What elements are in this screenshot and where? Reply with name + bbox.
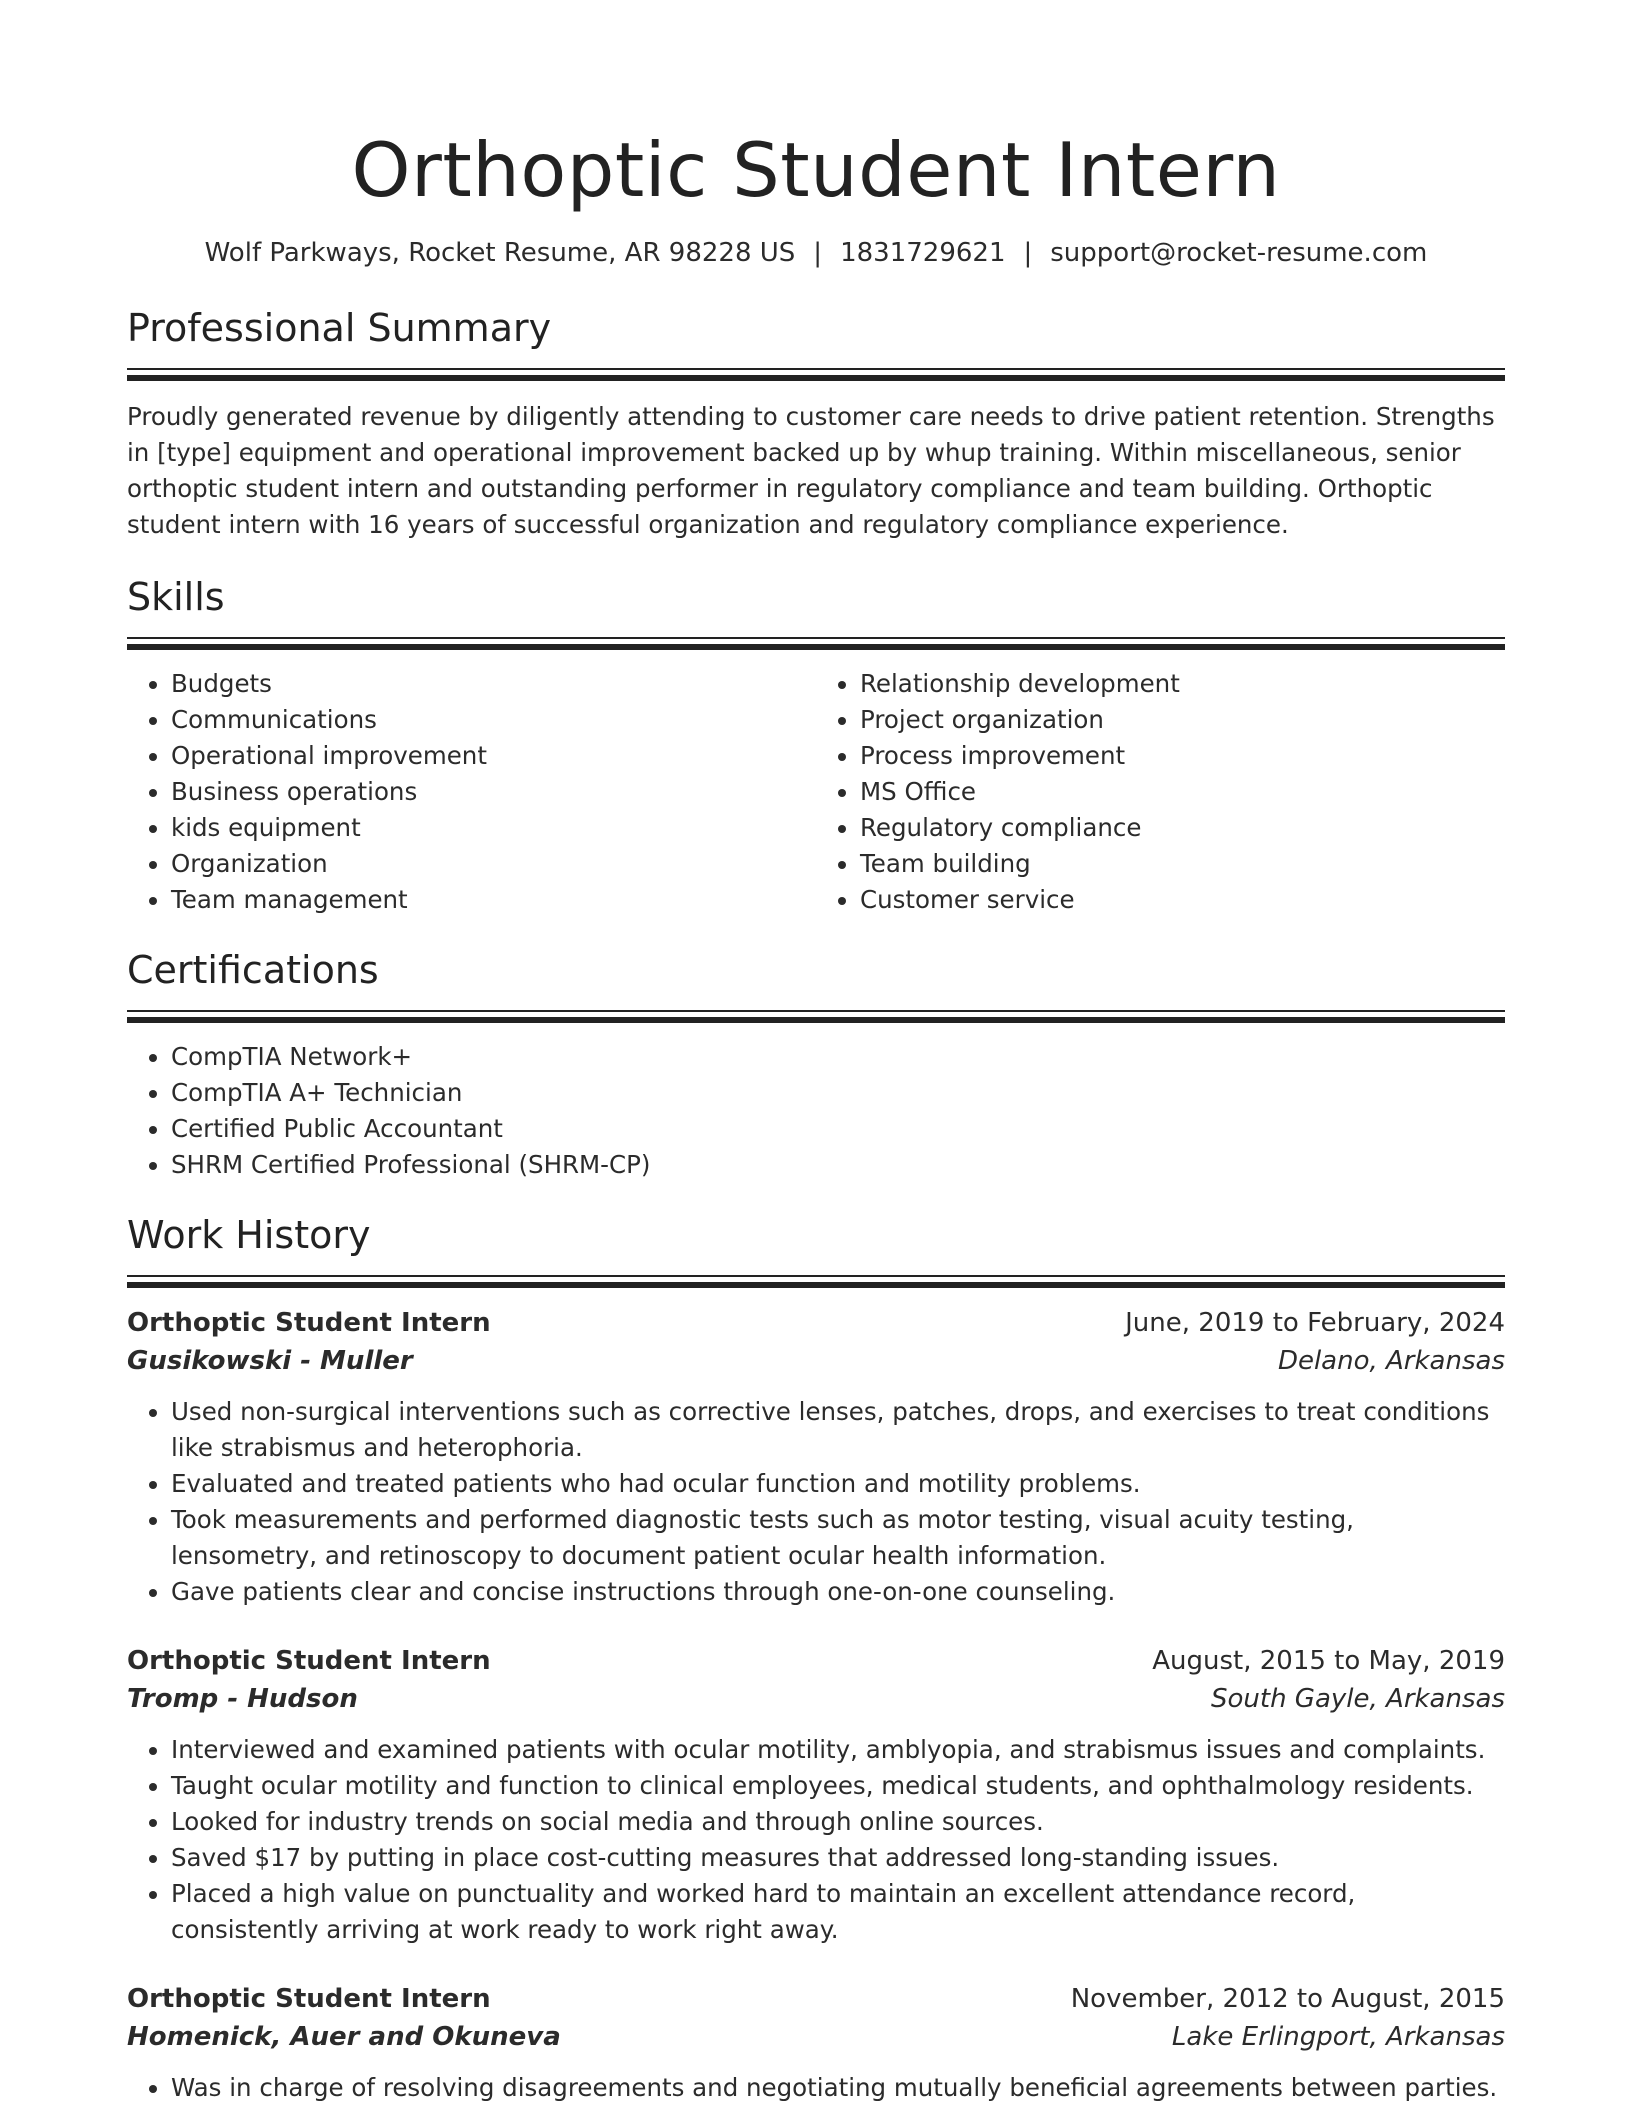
section-rule-thick <box>127 1282 1505 1288</box>
contact-email: support@rocket-resume.com <box>1050 238 1428 268</box>
skills-list-left <box>127 666 816 918</box>
job-bullets <box>127 1732 1505 1948</box>
section-rule <box>127 1275 1505 1277</box>
resume-name: Orthoptic Student Intern <box>351 126 1281 214</box>
certification-item: • CompTIA Network+ <box>171 1039 1505 1075</box>
skill-item: • Customer service <box>860 882 1505 918</box>
job-subheader <box>127 1680 1505 1718</box>
certifications-heading: Certifications <box>127 948 379 992</box>
certification-item: • CompTIA A+ Technician <box>171 1075 1505 1111</box>
job-subheader <box>127 1342 1505 1380</box>
certifications-section <box>127 946 1505 1183</box>
skill-item: • kids equipment <box>171 810 816 846</box>
contact-line <box>127 236 1505 270</box>
job-bullet: • Evaluated and treated patients who had ocular function and motility problems. <box>171 1466 1505 1502</box>
resume-page <box>127 0 1505 2112</box>
job-bullets <box>127 1394 1505 1610</box>
job-bullet: • Looked for industry trends on social media and through online sources. <box>171 1804 1505 1840</box>
job-entry <box>127 1304 1505 1610</box>
job-bullets <box>127 2070 1505 2106</box>
job-entry <box>127 1642 1505 1948</box>
job-location: South Gayle, Arkansas <box>1210 1684 1505 1714</box>
section-rule <box>127 637 1505 639</box>
job-bullet: • Gave patients clear and concise instructions through one-on-one counseling. <box>171 1574 1505 1610</box>
skill-item: • Communications <box>171 702 816 738</box>
section-rule <box>127 1010 1505 1012</box>
contact-separator: | <box>813 238 823 268</box>
section-rule <box>127 368 1505 370</box>
skill-item: • Team building <box>860 846 1505 882</box>
skills-section <box>127 573 1505 918</box>
job-dates: August, 2015 to May, 2019 <box>1152 1646 1505 1676</box>
skill-item: • Business operations <box>171 774 816 810</box>
job-dates: November, 2012 to August, 2015 <box>1070 1984 1505 2014</box>
section-rule-thick <box>127 1017 1505 1023</box>
skills-columns <box>127 666 1505 918</box>
job-dates: June, 2019 to February, 2024 <box>1125 1308 1505 1338</box>
skills-heading: Skills <box>127 575 225 619</box>
skill-item: • Project organization <box>860 702 1505 738</box>
job-bullet: • Used non-surgical interventions such as corrective lenses, patches, drops, and exercises to treat conditions like strabismus and heterophoria. <box>171 1394 1505 1466</box>
job-entry <box>127 1980 1505 2106</box>
summary-heading: Professional Summary <box>127 306 552 350</box>
job-title: Orthoptic Student Intern <box>127 1308 491 1338</box>
job-bullet: • Was in charge of resolving disagreements and negotiating mutually beneficial agreements between parties. <box>171 2070 1505 2106</box>
job-header <box>127 1980 1505 2018</box>
skill-item: • Operational improvement <box>171 738 816 774</box>
contact-separator: | <box>1023 238 1033 268</box>
certification-item: • SHRM Certified Professional (SHRM-CP) <box>171 1147 1505 1183</box>
job-title: Orthoptic Student Intern <box>127 1646 491 1676</box>
work-history-section <box>127 1211 1505 2106</box>
certifications-list <box>127 1039 1505 1183</box>
job-header <box>127 1304 1505 1342</box>
job-location: Lake Erlingport, Arkansas <box>1171 2022 1505 2052</box>
job-bullet: • Took measurements and performed diagnostic tests such as motor testing, visual acuity testing, lensometry, and retinoscopy to document patient ocular health information. <box>171 1502 1505 1574</box>
summary-section <box>127 304 1505 543</box>
skills-list-right <box>816 666 1505 918</box>
job-bullet: • Interviewed and examined patients with ocular motility, amblyopia, and strabismus issues and complaints. <box>171 1732 1505 1768</box>
job-bullet: • Placed a high value on punctuality and worked hard to maintain an excellent attendance record, consistently arriving at work ready to work right away. <box>171 1876 1505 1948</box>
summary-text: Proudly generated revenue by diligently attending to customer care needs to drive patient retention. Strengths in [type] equipment and operational improvement backed up by whup training. Within miscellaneous, senior orthoptic student intern and outstanding performer in regulatory compliance and team building. Orthoptic student intern with 16 years of successful organization and regulatory compliance experience. <box>127 402 1495 539</box>
skill-item: • Regulatory compliance <box>860 810 1505 846</box>
contact-phone: 1831729621 <box>840 238 1006 268</box>
job-title: Orthoptic Student Intern <box>127 1984 491 2014</box>
job-bullet: • Saved $17 by putting in place cost-cutting measures that addressed long-standing issues. <box>171 1840 1505 1876</box>
job-subheader <box>127 2018 1505 2056</box>
contact-address: Wolf Parkways, Rocket Resume, AR 98228 US <box>204 238 796 268</box>
work-history-heading: Work History <box>127 1213 371 1257</box>
certification-item: • Certified Public Accountant <box>171 1111 1505 1147</box>
skill-item: • Process improvement <box>860 738 1505 774</box>
section-rule-thick <box>127 375 1505 381</box>
skill-item: • Organization <box>171 846 816 882</box>
job-header <box>127 1642 1505 1680</box>
job-bullet: • Taught ocular motility and function to clinical employees, medical students, and ophthalmology residents. <box>171 1768 1505 1804</box>
skill-item: • MS Office <box>860 774 1505 810</box>
skill-item: • Team management <box>171 882 816 918</box>
skill-item: • Budgets <box>171 666 816 702</box>
skill-item: • Relationship development <box>860 666 1505 702</box>
job-company: Tromp - Hudson <box>127 1684 358 1714</box>
job-company: Gusikowski - Muller <box>127 1346 413 1376</box>
job-company: Homenick, Auer and Okuneva <box>127 2022 561 2052</box>
section-rule-thick <box>127 644 1505 650</box>
job-location: Delano, Arkansas <box>1277 1346 1505 1376</box>
